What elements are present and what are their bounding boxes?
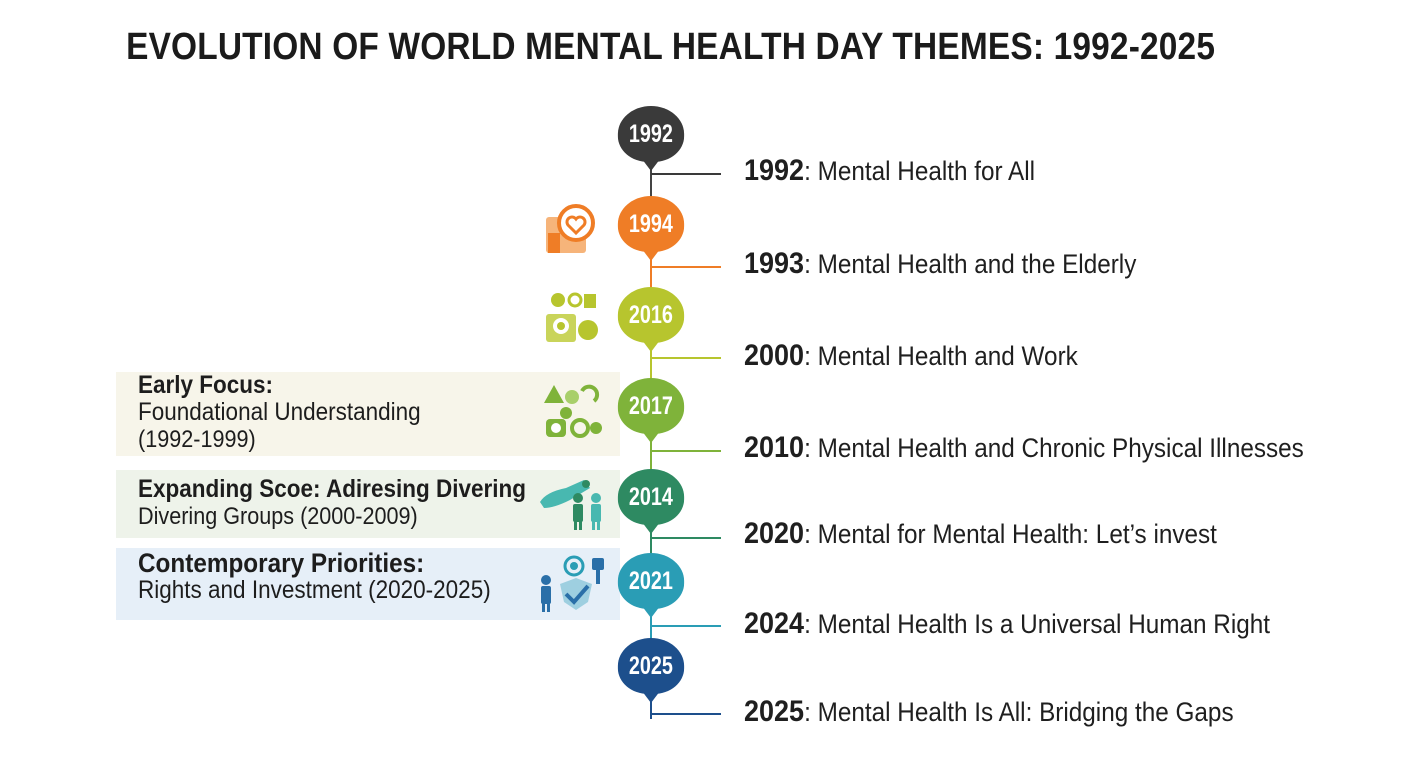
rights-shield-icon <box>536 552 608 614</box>
theme-text: : Mental Health and Chronic Physical Illnesses <box>804 433 1304 463</box>
support-people-icon <box>536 474 608 532</box>
theme-year: 2024 <box>744 607 805 640</box>
theme-item <box>744 695 1234 729</box>
year-node-label: 1994 <box>628 209 674 238</box>
year-node-2014 <box>618 469 684 525</box>
theme-item <box>744 431 1304 465</box>
year-node-label: 2014 <box>628 482 674 511</box>
year-node-2017 <box>618 378 684 434</box>
theme-year: 2010 <box>744 431 805 464</box>
year-node-2025 <box>618 638 684 694</box>
connector-line <box>651 357 721 359</box>
era-subtitle: Divering Groups (2000-2009) <box>138 503 418 530</box>
connector-line <box>651 537 721 539</box>
community-care-icon <box>544 290 600 344</box>
connector-line <box>651 173 721 175</box>
heart-chat-icon <box>540 203 604 255</box>
era-subtitle: Rights and Investment (2020-2025) <box>138 576 491 604</box>
health-symbols-icon <box>542 383 604 441</box>
theme-year: 2000 <box>744 339 805 372</box>
theme-year: 2025 <box>744 695 805 728</box>
year-node-label: 1992 <box>628 119 674 148</box>
era-title: Early Focus: <box>138 371 274 399</box>
theme-text: : Mental for Mental Health: Let’s invest <box>804 519 1217 549</box>
era-range: (1992-1999) <box>138 426 256 453</box>
connector-line <box>651 713 721 715</box>
year-node-label: 2016 <box>628 300 674 329</box>
theme-text: : Mental Health and the Elderly <box>804 249 1137 279</box>
era-title: Contemporary Priorities: <box>138 548 425 578</box>
theme-item <box>744 154 1035 188</box>
theme-item <box>744 247 1136 281</box>
connector-line <box>651 625 721 627</box>
connector-line <box>651 450 721 452</box>
year-node-2016 <box>618 287 684 343</box>
theme-year: 2020 <box>744 517 805 550</box>
page-title: EVOLUTION OF WORLD MENTAL HEALTH DAY THEMES: 1992-2025 <box>126 26 1216 68</box>
year-node-1992 <box>618 106 684 162</box>
theme-item <box>744 339 1078 373</box>
theme-text: : Mental Health Is All: Bridging the Gaps <box>804 697 1234 727</box>
year-node-label: 2025 <box>628 651 674 680</box>
year-node-label: 2017 <box>628 391 674 420</box>
theme-year: 1993 <box>744 247 805 280</box>
year-node-1994 <box>618 196 684 252</box>
theme-text: : Mental Health and Work <box>804 341 1078 371</box>
year-node-2021 <box>618 553 684 609</box>
year-node-label: 2021 <box>628 566 674 595</box>
connector-line <box>651 266 721 268</box>
theme-item <box>744 607 1270 641</box>
era-title: Expanding Scoe: Adiresing Divering <box>138 475 526 503</box>
theme-text: : Mental Health Is a Universal Human Right <box>804 609 1271 639</box>
theme-item <box>744 517 1217 551</box>
theme-text: : Mental Health for All <box>804 156 1036 186</box>
era-subtitle: Foundational Understanding <box>138 398 421 426</box>
theme-year: 1992 <box>744 154 805 187</box>
